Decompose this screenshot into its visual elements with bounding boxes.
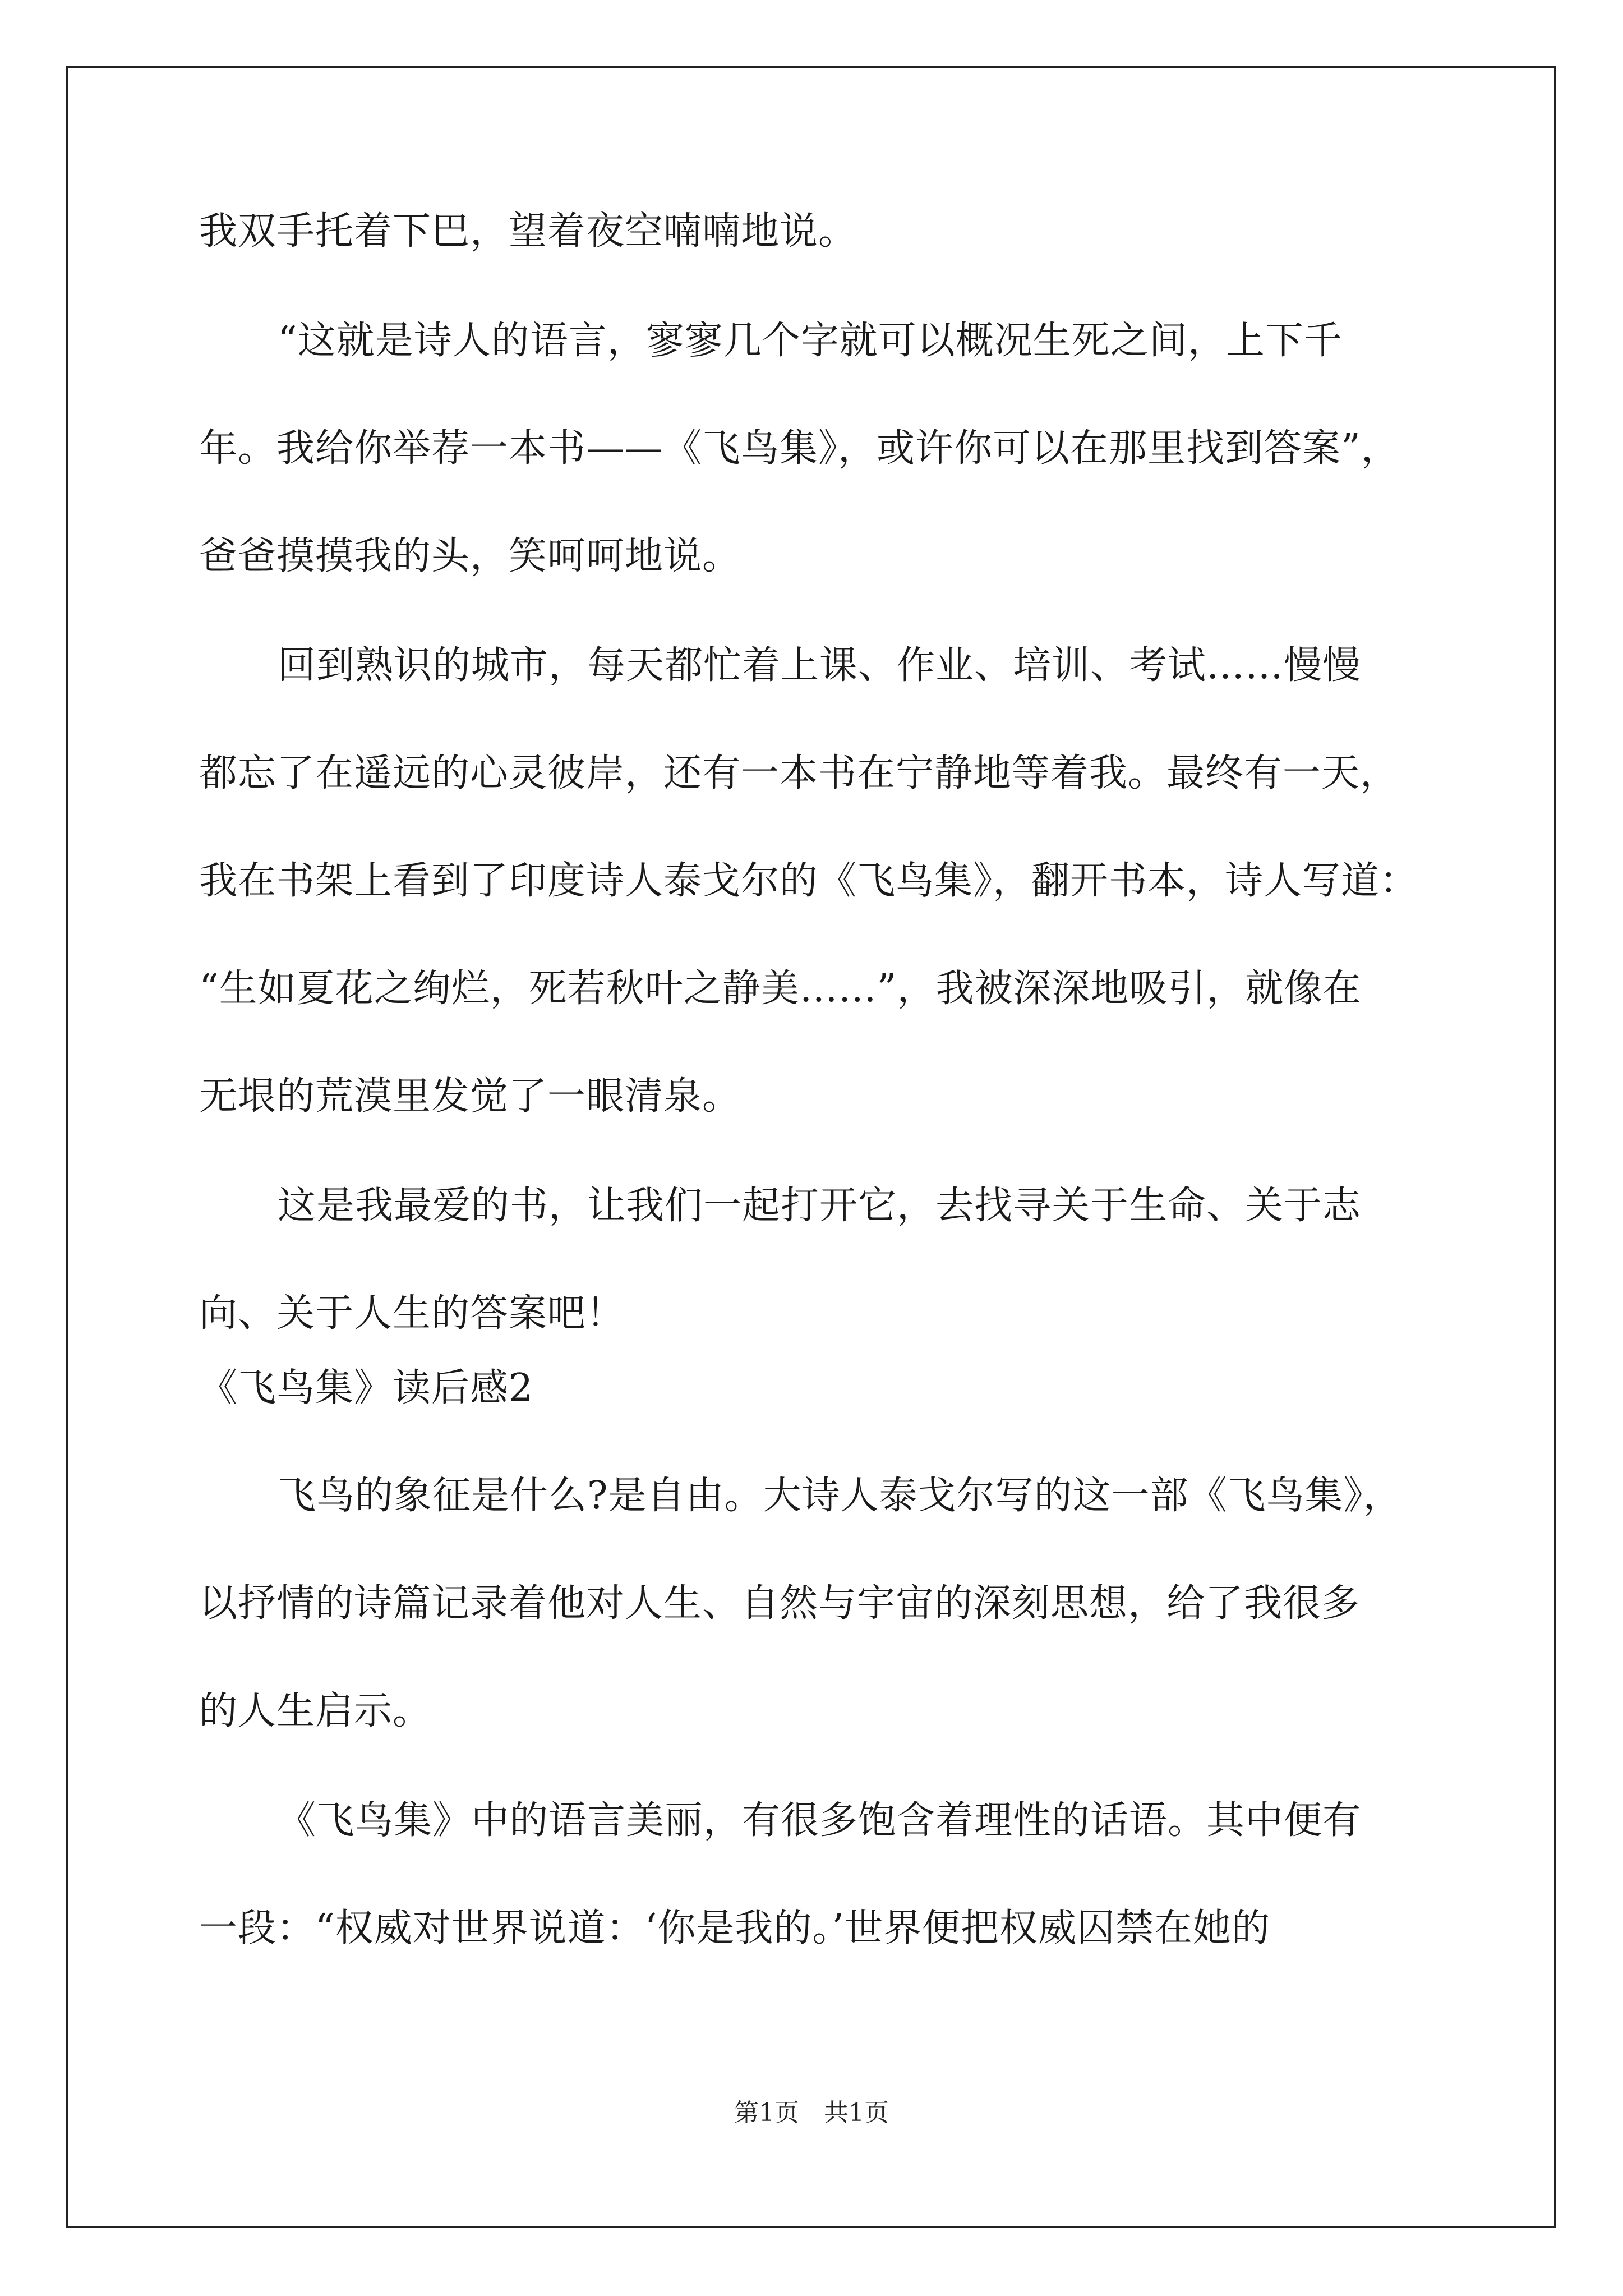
text-line: 我在书架上看到了印度诗人泰戈尔的《飞鸟集》，翻开书本，诗人写道： [199, 859, 1419, 903]
text-line: 无垠的荒漠里发觉了一眼清泉。 [199, 1074, 741, 1119]
page-footer: 第1页 共1页 [734, 2099, 889, 2127]
section-heading: 《飞鸟集》读后感2 [199, 1366, 534, 1410]
text-line: 爸爸摸摸我的头，笑呵呵地说。 [199, 534, 741, 578]
text-line: 年。我给你举荐一本书——《飞鸟集》，或许你可以在那里找到答案”， [199, 426, 1400, 471]
text-line: 的人生启示。 [199, 1689, 432, 1733]
document-body [199, 205, 1444, 1955]
text-line: 我双手托着下巴，望着夜空喃喃地说。 [199, 209, 857, 254]
text-line: “生如夏花之绚烂，死若秋叶之静美……”，我被深深地吸引，就像在 [199, 967, 1362, 1011]
text-line: 向、关于人生的答案吧！ [199, 1291, 625, 1336]
text-line: “这就是诗人的语言，寥寥几个字就可以概况生死之间，上下千 [278, 319, 1343, 363]
text-line: 这是我最爱的书，让我们一起打开它，去找寻关于生命、关于志 [278, 1184, 1362, 1228]
text-line: 飞鸟的象征是什么?是自由。大诗人泰戈尔写的这一部《飞鸟集》， [278, 1474, 1402, 1518]
text-line: 以抒情的诗篇记录着他对人生、自然与宇宙的深刻思想，给了我很多 [199, 1581, 1361, 1626]
text-line: 回到熟识的城市，每天都忙着上课、作业、培训、考试……慢慢 [278, 643, 1362, 688]
text-line: 都忘了在遥远的心灵彼岸，还有一本书在宁静地等着我。最终有一天， [199, 751, 1399, 795]
text-line: 《飞鸟集》中的语言美丽，有很多饱含着理性的话语。其中便有 [278, 1798, 1362, 1843]
text-line: 一段：“权威对世界说道：‘你是我的。’世界便把权威囚禁在她的 [199, 1906, 1270, 1950]
